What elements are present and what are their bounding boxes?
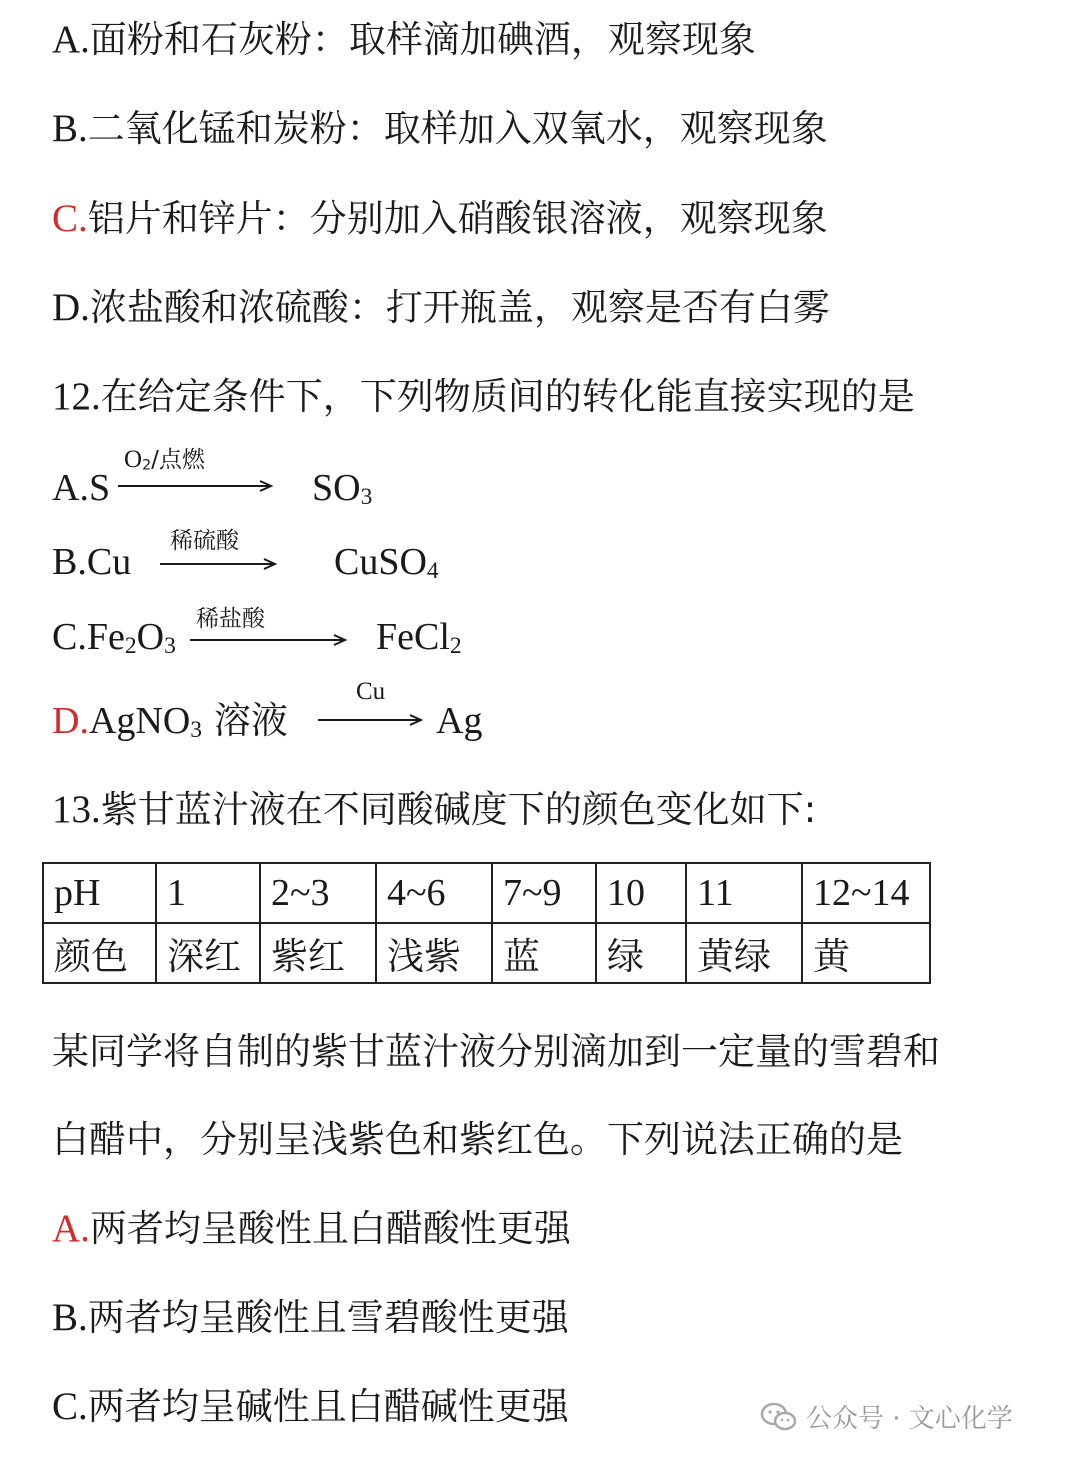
q11-option-d: D.浓盐酸和浓硫酸：打开瓶盖，观察是否有白雾 xyxy=(52,286,830,329)
table-cell: 黄绿 xyxy=(686,923,802,983)
table-cell: 4~6 xyxy=(376,863,492,923)
table-row xyxy=(43,863,930,923)
table-cell: 蓝 xyxy=(492,923,596,983)
q12-option-c-condition: 稀盐酸 xyxy=(196,606,265,632)
q12-option-b-condition: 稀硫酸 xyxy=(170,528,239,554)
q13-paragraph-line2: 白醋中，分别呈浅紫色和紫红色。下列说法正确的是 xyxy=(52,1118,903,1161)
watermark xyxy=(760,1398,1013,1435)
table-row xyxy=(43,923,930,983)
q12-option-b-product: CuSO$_4$ xyxy=(334,541,439,585)
q12-option-d-arrow xyxy=(318,712,426,728)
q13-stem: 13.紫甘蓝汁液在不同酸碱度下的颜色变化如下: xyxy=(52,788,817,831)
q12-option-b-reactant: B.Cu xyxy=(52,541,132,583)
table-cell: 黄 xyxy=(802,923,930,983)
table-cell: 7~9 xyxy=(492,863,596,923)
q12-option-c-product: FeCl$_2$ xyxy=(376,616,462,660)
q12-option-a-condition: $O_2/$点燃 xyxy=(124,446,205,474)
table-cell: 绿 xyxy=(596,923,686,983)
table-cell: 12~14 xyxy=(802,863,930,923)
q12-option-a-product: $SO_3$ xyxy=(312,467,373,511)
q12-option-a-reactant: A.S xyxy=(52,467,111,509)
q13-option-c: C.两者均呈碱性且白醋碱性更强 xyxy=(52,1385,569,1428)
q12-option-d-product: Ag xyxy=(436,700,483,742)
wechat-icon xyxy=(760,1402,798,1432)
table-cell: 颜色 xyxy=(43,923,156,983)
q12-option-d-reactant: D.AgNO$_3$ 溶液 xyxy=(52,699,288,744)
q11-option-c: C.铝片和锌片：分别加入硝酸银溶液，观察现象 xyxy=(52,197,828,240)
q12-option-b-arrow xyxy=(160,556,280,572)
q12-option-a-arrow xyxy=(118,478,278,494)
table-cell: 浅紫 xyxy=(376,923,492,983)
table-cell: pH xyxy=(43,863,156,923)
q12-option-d-condition: Cu xyxy=(356,678,386,705)
table-cell: 紫红 xyxy=(260,923,376,983)
q12-stem: 12.在给定条件下，下列物质间的转化能直接实现的是 xyxy=(52,375,915,418)
table-cell: 深红 xyxy=(156,923,260,983)
q13-option-a: A.两者均呈酸性且白醋酸性更强 xyxy=(52,1207,571,1250)
table-cell: 2~3 xyxy=(260,863,376,923)
q12-option-c-reactant: $C.Fe_2O_3$ xyxy=(52,616,176,660)
q12-option-c-arrow xyxy=(190,632,350,648)
table-cell: 11 xyxy=(686,863,802,923)
watermark-text: 公众号 · 文心化学 xyxy=(806,1404,1013,1434)
q13-option-b: B.两者均呈酸性且雪碧酸性更强 xyxy=(52,1296,569,1339)
ph-color-table xyxy=(42,862,931,984)
table-cell: 10 xyxy=(596,863,686,923)
table-cell: 1 xyxy=(156,863,260,923)
q11-option-b: B.二氧化锰和炭粉：取样加入双氧水，观察现象 xyxy=(52,107,828,150)
q11-option-a: A.面粉和石灰粉：取样滴加碘酒，观察现象 xyxy=(52,18,756,61)
q13-paragraph-line1: 某同学将自制的紫甘蓝汁液分别滴加到一定量的雪碧和 xyxy=(52,1030,940,1073)
